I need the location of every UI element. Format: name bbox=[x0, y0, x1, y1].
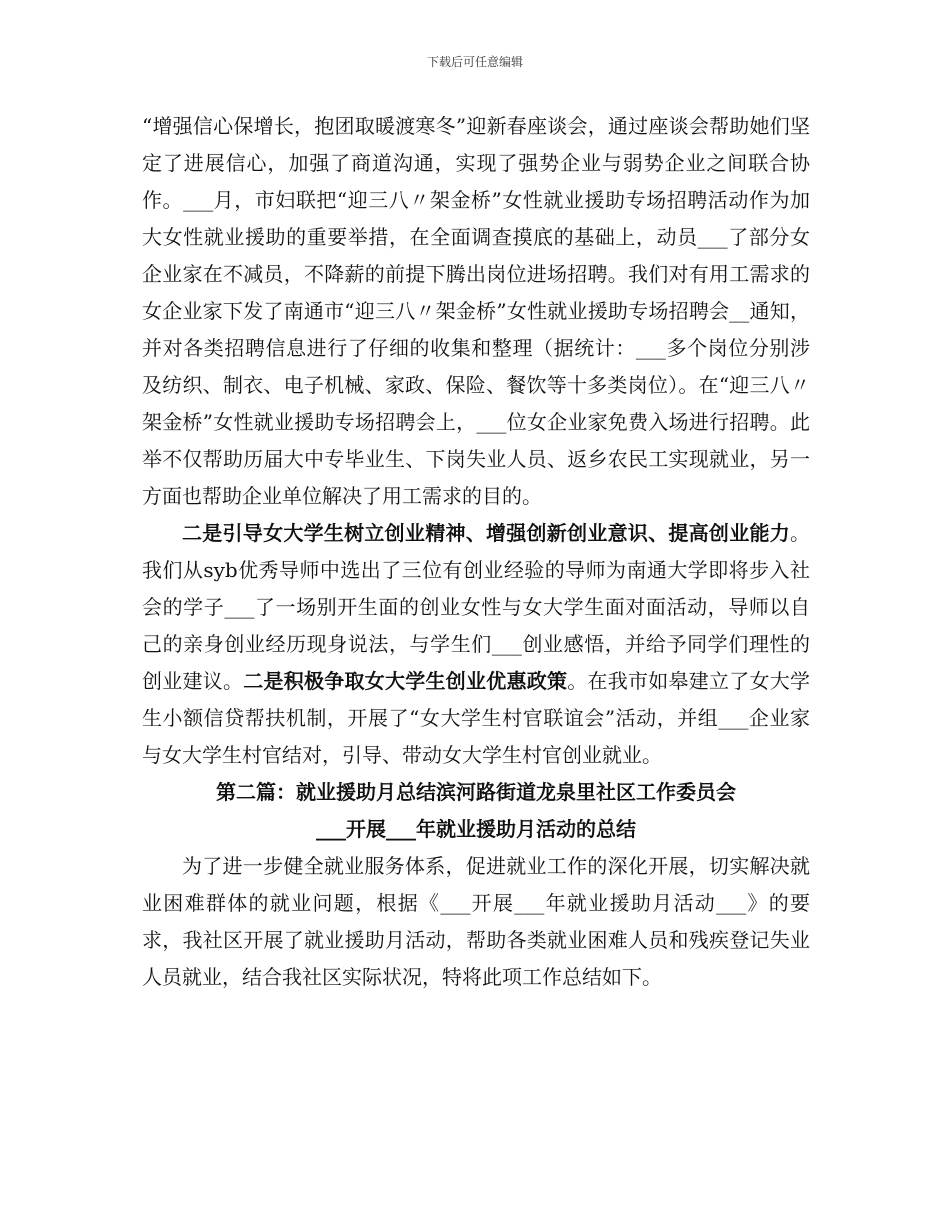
document-body bbox=[142, 108, 810, 996]
paragraph-2-heading-2: 二是积极争取女大学生创业优惠政策 bbox=[243, 669, 568, 693]
paragraph-2-heading-1: 二是引导女大学生树立创业精神、增强创新创业意识、提高创业能力 bbox=[182, 521, 790, 545]
paragraph-1: “增强信心保增长，抱团取暖渡寒冬”迎新春座谈会，通过座谈会帮助她们坚定了进展信心，加强了商道沟通，实现了强势企业与弱势企业之间联合协作。___月，市妇联把“迎三八〃架金桥”女性就业援助专场招聘活动作为加大女性就业援助的重要举措，在全面调查摸底的基础上，动员___了部分女企业家在不减员，不降薪的前提下腾出岗位进场招聘。我们对有用工需求的女企业家下发了南通市“迎三八〃架金桥”女性就业援助专场招聘会__通知，并对各类招聘信息进行了仔细的收集和整理（据统计：___多个岗位分别涉及纺织、制衣、电子机械、家政、保险、餐饮等十多类岗位）。在“迎三八〃架金桥”女性就业援助专场招聘会上，___位女企业家免费入场进行招聘。此举不仅帮助历届大中专毕业生、下岗失业人员、返乡农民工实现就业，另一方面也帮助企业单位解决了用工需求的目的。 bbox=[142, 114, 810, 508]
paragraph-2-text-1: 。我们从syb优秀导师中选出了三位有创业经验的导师为南通大学即将步入社会的学子___了一场别开生面的创业女性与女大学生面对面活动，导师以自己的亲身创业经历现身说法，与学生们___创业感悟，并给予同学们理性的创业建议。 bbox=[142, 521, 810, 693]
section-title-line-1: 第二篇：就业援助月总结滨河路街道龙泉里社区工作委员会 bbox=[216, 780, 736, 804]
page-header: 下载后可任意编辑 bbox=[426, 55, 523, 69]
paragraph-2-text-2: 。在我市如皋建立了女大学生小额信贷帮扶机制，开展了“女大学生村官联谊会”活动，并组___企业家与女大学生村官结对，引导、带动女大学生村官创业就业。 bbox=[142, 669, 810, 767]
section-title-line-2: ___开展___年就业援助月活动的总结 bbox=[316, 817, 636, 841]
paragraph-2 bbox=[142, 515, 810, 774]
paragraph-3: 为了进一步健全就业服务体系，促进就业工作的深化开展，切实解决就业困难群体的就业问题，根据《___开展___年就业援助月活动___》的要求，我社区开展了就业援助月活动，帮助各类就业困难人员和残疾登记失业人员就业，结合我社区实际状况，特将此项工作总结如下。 bbox=[142, 854, 810, 989]
